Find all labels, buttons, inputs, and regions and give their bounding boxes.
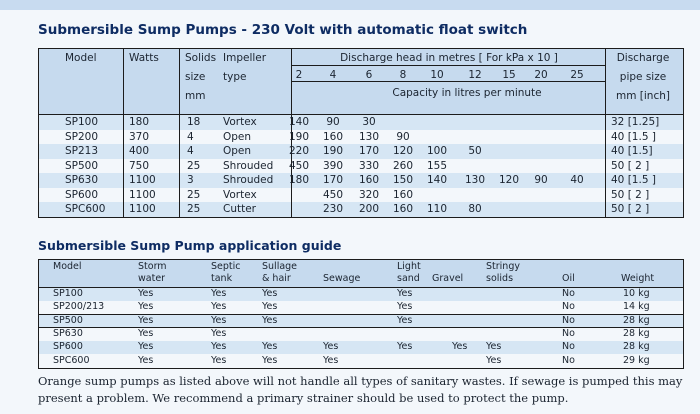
cell-flow: 40 (570, 174, 584, 186)
cell-flow: 450 (322, 188, 344, 201)
cell-light-sand: Yes (397, 341, 413, 353)
header-septic-tank: tank (211, 273, 233, 284)
cell-storm: Yes (138, 327, 154, 339)
header-pipe-size: pipe size (619, 71, 667, 83)
cell-storm: Yes (138, 301, 154, 313)
cell-weight: 28 kg (623, 327, 650, 339)
header-stringy-solids: Stringy (486, 261, 520, 272)
cell-model: SP200/213 (53, 301, 105, 313)
cell-model: SP100 (53, 288, 83, 299)
cell-pipe-size: 50 [ 2 ] (611, 188, 650, 201)
cell-septic: Yes (211, 288, 227, 299)
cell-flow: 130 (464, 174, 486, 186)
header-head-10: 10 (430, 69, 444, 81)
cell-flow: 200 (358, 203, 380, 215)
cell-flow: 160 (392, 203, 414, 215)
cell-flow: 90 (396, 130, 410, 143)
cell-weight: 10 kg (623, 288, 650, 299)
cell-pipe-size: 32 [1.25] (611, 116, 660, 128)
header-discharge-head: Discharge head in metres [ For kPa x 10 ] (340, 52, 558, 64)
cell-flow: 260 (392, 159, 414, 172)
cell-impeller: Shrouded (223, 174, 274, 186)
cell-storm: Yes (138, 288, 154, 299)
cell-model: SP600 (65, 188, 99, 201)
cell-gravel: Yes (452, 341, 468, 353)
cell-solids: 3 (187, 174, 194, 186)
cell-model: SP630 (65, 174, 99, 186)
cell-oil: No (562, 327, 575, 339)
cell-storm: Yes (138, 354, 154, 366)
header-solids: size (185, 71, 206, 83)
cell-septic: Yes (211, 327, 227, 339)
header-impeller: Impeller (223, 52, 267, 64)
header-storm-water: water (138, 273, 166, 284)
cell-sewage: Yes (323, 354, 339, 366)
cell-sullage: Yes (262, 341, 278, 353)
cell-model: SPC600 (53, 354, 90, 366)
cell-flow: 150 (392, 174, 414, 186)
cell-pipe-size: 40 [1.5 ] (611, 130, 656, 143)
cell-pipe-size: 50 [ 2 ] (611, 159, 650, 172)
row-band (39, 288, 683, 301)
cell-light-sand: Yes (397, 314, 413, 326)
header-head-2: 2 (295, 69, 303, 81)
cell-oil: No (562, 301, 575, 313)
cell-flow: 50 (468, 145, 482, 157)
cell-watts: 370 (129, 130, 150, 143)
header-pipe-size: Discharge (616, 52, 670, 64)
cell-weight: 14 kg (623, 301, 650, 313)
cell-flow: 140 (288, 116, 310, 128)
cell-impeller: Cutter (223, 203, 256, 215)
cell-septic: Yes (211, 301, 227, 313)
cell-flow: 160 (322, 130, 344, 143)
row-band (39, 341, 683, 354)
cell-flow: 120 (392, 145, 414, 157)
cell-sullage: Yes (262, 314, 278, 326)
cell-pipe-size: 40 [1.5] (611, 145, 653, 157)
cell-weight: 28 kg (623, 314, 650, 326)
header-head-25: 25 (570, 69, 584, 81)
top-band (0, 0, 700, 10)
cell-impeller: Open (223, 130, 252, 143)
cell-watts: 1100 (129, 203, 156, 215)
cell-solids: 4 (187, 130, 194, 143)
cell-stringy: Yes (486, 354, 502, 366)
cell-pipe-size: 40 [1.5 ] (611, 174, 656, 186)
cell-flow: 230 (322, 203, 344, 215)
column-divider (123, 49, 124, 217)
header-solids: Solids (185, 52, 217, 64)
cell-flow: 170 (322, 174, 344, 186)
header-weight: Weight (621, 273, 655, 284)
column-divider (179, 49, 180, 217)
head-divider (291, 81, 605, 82)
cell-septic: Yes (211, 314, 227, 326)
header-head-6: 6 (365, 69, 373, 81)
header-stringy-solids: solids (486, 273, 514, 284)
footer-note: Orange sump pumps as listed above will not handle all types of sanitary wastes. If sewage is pumped this may present a problem. We recommend a primary strainer should be used to protect the pump. (38, 374, 683, 405)
cell-oil: No (562, 341, 575, 353)
page-title: Submersible Sump Pumps - 230 Volt with automatic float switch (38, 22, 528, 38)
cell-watts: 750 (129, 159, 150, 172)
cell-model: SP500 (53, 314, 83, 326)
header-head-15: 15 (502, 69, 516, 81)
cell-storm: Yes (138, 314, 154, 326)
application-guide-table (38, 259, 684, 369)
cell-flow: 220 (288, 145, 310, 157)
cell-flow: 100 (426, 145, 448, 157)
cell-pipe-size: 50 [ 2 ] (611, 203, 650, 215)
cell-flow: 110 (426, 203, 448, 215)
cell-watts: 180 (129, 116, 150, 128)
cell-flow: 190 (322, 145, 344, 157)
cell-solids: 25 (187, 188, 201, 201)
pump-specs-table (38, 48, 684, 218)
row-band (39, 315, 683, 328)
cell-flow: 330 (358, 159, 380, 172)
header-sullage: Sullage (262, 261, 298, 272)
cell-flow: 120 (498, 174, 520, 186)
cell-flow: 170 (358, 145, 380, 157)
header-pipe-size: mm [inch] (616, 90, 670, 102)
cell-flow: 160 (358, 174, 380, 186)
cell-oil: No (562, 288, 575, 299)
cell-flow: 450 (288, 159, 310, 172)
header-divider (39, 114, 683, 115)
cell-oil: No (562, 314, 575, 326)
cell-flow: 180 (288, 174, 310, 186)
cell-oil: No (562, 354, 575, 366)
header-head-4: 4 (329, 69, 337, 81)
cell-flow: 155 (426, 159, 448, 172)
cell-stringy: Yes (486, 341, 502, 353)
cell-model: SP600 (53, 341, 83, 353)
cell-septic: Yes (211, 354, 227, 366)
cell-sewage: Yes (323, 341, 339, 353)
header-head-8: 8 (399, 69, 407, 81)
header-head-20: 20 (534, 69, 548, 81)
header-watts: Watts (129, 52, 159, 64)
cell-septic: Yes (211, 341, 227, 353)
cell-watts: 1100 (129, 174, 156, 186)
application-guide-header (39, 260, 683, 287)
cell-flow: 320 (358, 188, 380, 201)
cell-flow: 80 (468, 203, 482, 215)
cell-model: SP213 (65, 145, 99, 157)
cell-model: SP200 (65, 130, 99, 143)
cell-flow: 140 (426, 174, 448, 186)
header-light-sand: sand (397, 273, 420, 284)
cell-model: SP630 (53, 327, 83, 339)
header-capacity: Capacity in litres per minute (392, 87, 542, 99)
cell-light-sand: Yes (397, 301, 413, 313)
cell-model: SPC600 (65, 203, 106, 215)
cell-model: SP500 (65, 159, 99, 172)
cell-sullage: Yes (262, 354, 278, 366)
cell-impeller: Open (223, 145, 252, 157)
cell-sullage: Yes (262, 301, 278, 313)
header-sewage: Sewage (323, 273, 361, 284)
cell-impeller: Vortex (223, 188, 257, 201)
row-divider (39, 327, 683, 328)
header-model: Model (65, 52, 97, 64)
cell-solids: 4 (187, 145, 194, 157)
cell-watts: 1100 (129, 188, 156, 201)
header-sullage: & hair (262, 273, 291, 284)
cell-weight: 29 kg (623, 354, 650, 366)
cell-flow: 160 (392, 188, 414, 201)
cell-flow: 390 (322, 159, 344, 172)
cell-watts: 400 (129, 145, 150, 157)
header-head-12: 12 (468, 69, 482, 81)
head-divider (291, 65, 605, 66)
cell-flow: 130 (358, 130, 380, 143)
cell-storm: Yes (138, 341, 154, 353)
header-gravel: Gravel (432, 273, 464, 284)
cell-solids: 25 (187, 159, 201, 172)
guide-title: Submersible Sump Pump application guide (38, 238, 342, 253)
cell-impeller: Vortex (223, 116, 257, 128)
cell-flow: 90 (534, 174, 548, 186)
header-light-sand: Light (397, 261, 421, 272)
header-storm-water: Storm (138, 261, 167, 272)
cell-solids: 18 (187, 116, 201, 128)
cell-sullage: Yes (262, 288, 278, 299)
header-septic-tank: Septic (211, 261, 241, 272)
cell-flow: 190 (288, 130, 310, 143)
cell-impeller: Shrouded (223, 159, 274, 172)
header-model: Model (53, 261, 82, 272)
header-divider (39, 287, 683, 288)
cell-solids: 25 (187, 203, 201, 215)
cell-flow: 90 (326, 116, 340, 128)
row-divider (39, 314, 683, 315)
cell-weight: 28 kg (623, 341, 650, 353)
header-solids: mm (185, 90, 206, 102)
cell-flow: 30 (362, 116, 376, 128)
cell-model: SP100 (65, 116, 99, 128)
cell-light-sand: Yes (397, 288, 413, 299)
header-impeller: type (223, 71, 247, 83)
column-divider (605, 49, 606, 217)
header-oil: Oil (562, 273, 575, 284)
